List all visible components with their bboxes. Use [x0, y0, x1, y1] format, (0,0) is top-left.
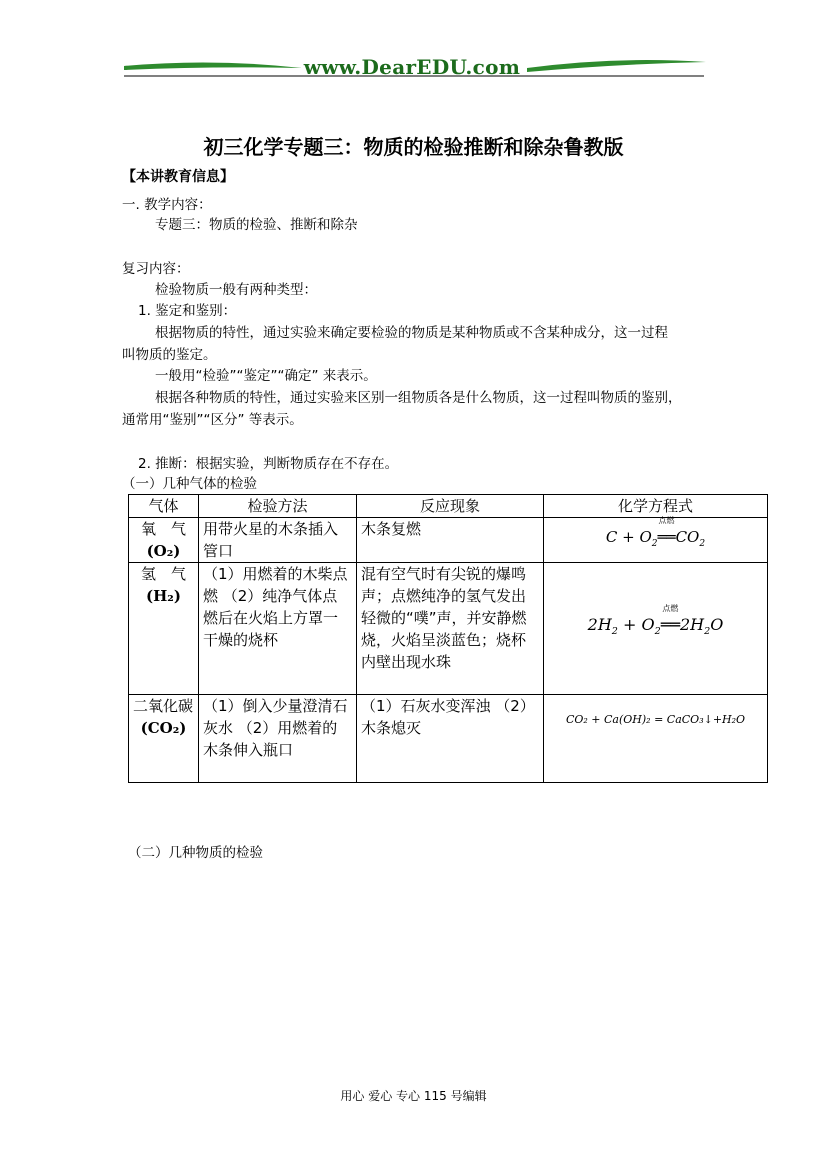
reaction-condition: 点燃 [658, 515, 675, 525]
equation-rhs: $CO_2$ [675, 527, 706, 549]
equation-lhs: $2H_2 + O_2$ [587, 614, 661, 638]
page-title: 初三化学专题三：物质的检验推断和除杂鲁教版 [203, 135, 624, 159]
header-method: 检验方法 [199, 495, 357, 518]
phenomenon-cell: 木条复燃 [357, 518, 544, 563]
header-gas: 气体 [129, 495, 199, 518]
text-line: （二）几种物质的检验 [128, 845, 263, 861]
method-cell: （1）倒入少量澄清石灰水 （2）用燃着的木条伸入瓶口 [199, 695, 357, 783]
text-line: 通常用“鉴别”“区分” 等表示。 [122, 412, 303, 428]
gas-formula: (CO₂) [140, 719, 187, 737]
text-line: 检验物质一般有两种类型： [155, 282, 317, 298]
gas-formula: (H₂) [146, 587, 181, 605]
header-phenomenon: 反应现象 [357, 495, 544, 518]
equation-cell [544, 563, 768, 695]
text-line: 一般用“检验”“鉴定”“确定” 来表示。 [155, 368, 377, 384]
gas-detection-table [128, 494, 768, 783]
text-line: 复习内容： [122, 261, 190, 277]
equation-lhs: $C + O_2$ [605, 527, 658, 549]
gas-name: 氢 气 [140, 565, 186, 583]
text-line: 专题三：物质的检验、推断和除杂 [155, 217, 358, 233]
method-cell: 用带火星的木条插入管口 [199, 518, 357, 563]
gas-formula: (O₂) [146, 542, 181, 560]
phenomenon-cell: （1）石灰水变浑浊 （2）木条熄灭 [357, 695, 544, 783]
method-cell: （1）用燃着的木柴点燃 （2）纯净气体点燃后在火焰上方罩一干燥的烧杯 [199, 563, 357, 695]
section-label: 【本讲教育信息】 [122, 169, 234, 185]
reaction-condition: 点燃 [662, 603, 679, 613]
equation-text: CO₂ + Ca(OH)₂ = CaCO₃↓+H₂O [565, 713, 746, 726]
site-url-logo[interactable]: www.DearEDU.com [303, 55, 521, 79]
gas-cell [129, 695, 199, 783]
table-row [129, 518, 768, 563]
gas-name: 二氧化碳 [133, 697, 194, 715]
phenomenon-cell: 混有空气时有尖锐的爆鸣声；点燃纯净的氢气发出轻微的“噗”声，并安静燃烧，火焰呈淡蓝色；烧杯内壁出现水珠 [357, 563, 544, 695]
text-line: 根据各种物质的特性，通过实验来区别一组物质各是什么物质，这一过程叫物质的鉴别， [155, 390, 682, 406]
gas-cell [129, 518, 199, 563]
equation-cell [544, 515, 768, 563]
gas-cell [129, 563, 199, 695]
table-header-row [129, 495, 768, 518]
table-row [129, 695, 768, 783]
page-footer: 用心 爱心 专心 115 号编辑 [340, 1089, 487, 1103]
text-line: （一）几种气体的检验 [122, 476, 257, 492]
text-line: 一. 教学内容： [122, 197, 212, 213]
site-header [122, 52, 706, 84]
equation-arrow: 点燃 ══ [657, 515, 676, 546]
table-row [129, 563, 768, 695]
text-line: 2. 推断：根据实验，判断物质存在不存在。 [138, 456, 399, 472]
equation-rhs: $2H_2O$ [679, 614, 724, 638]
gas-name: 氧 气 [140, 520, 186, 538]
equation-arrow: 点燃 ══ [660, 603, 680, 634]
text-line: 1. 鉴定和鉴别： [138, 303, 237, 319]
equation-cell [544, 695, 768, 783]
header-equation: 化学方程式 [544, 495, 768, 518]
text-line: 根据物质的特性，通过实验来确定要检验的物质是某种物质或不含某种成分，这一过程 [155, 325, 668, 341]
text-line: 叫物质的鉴定。 [122, 347, 217, 363]
